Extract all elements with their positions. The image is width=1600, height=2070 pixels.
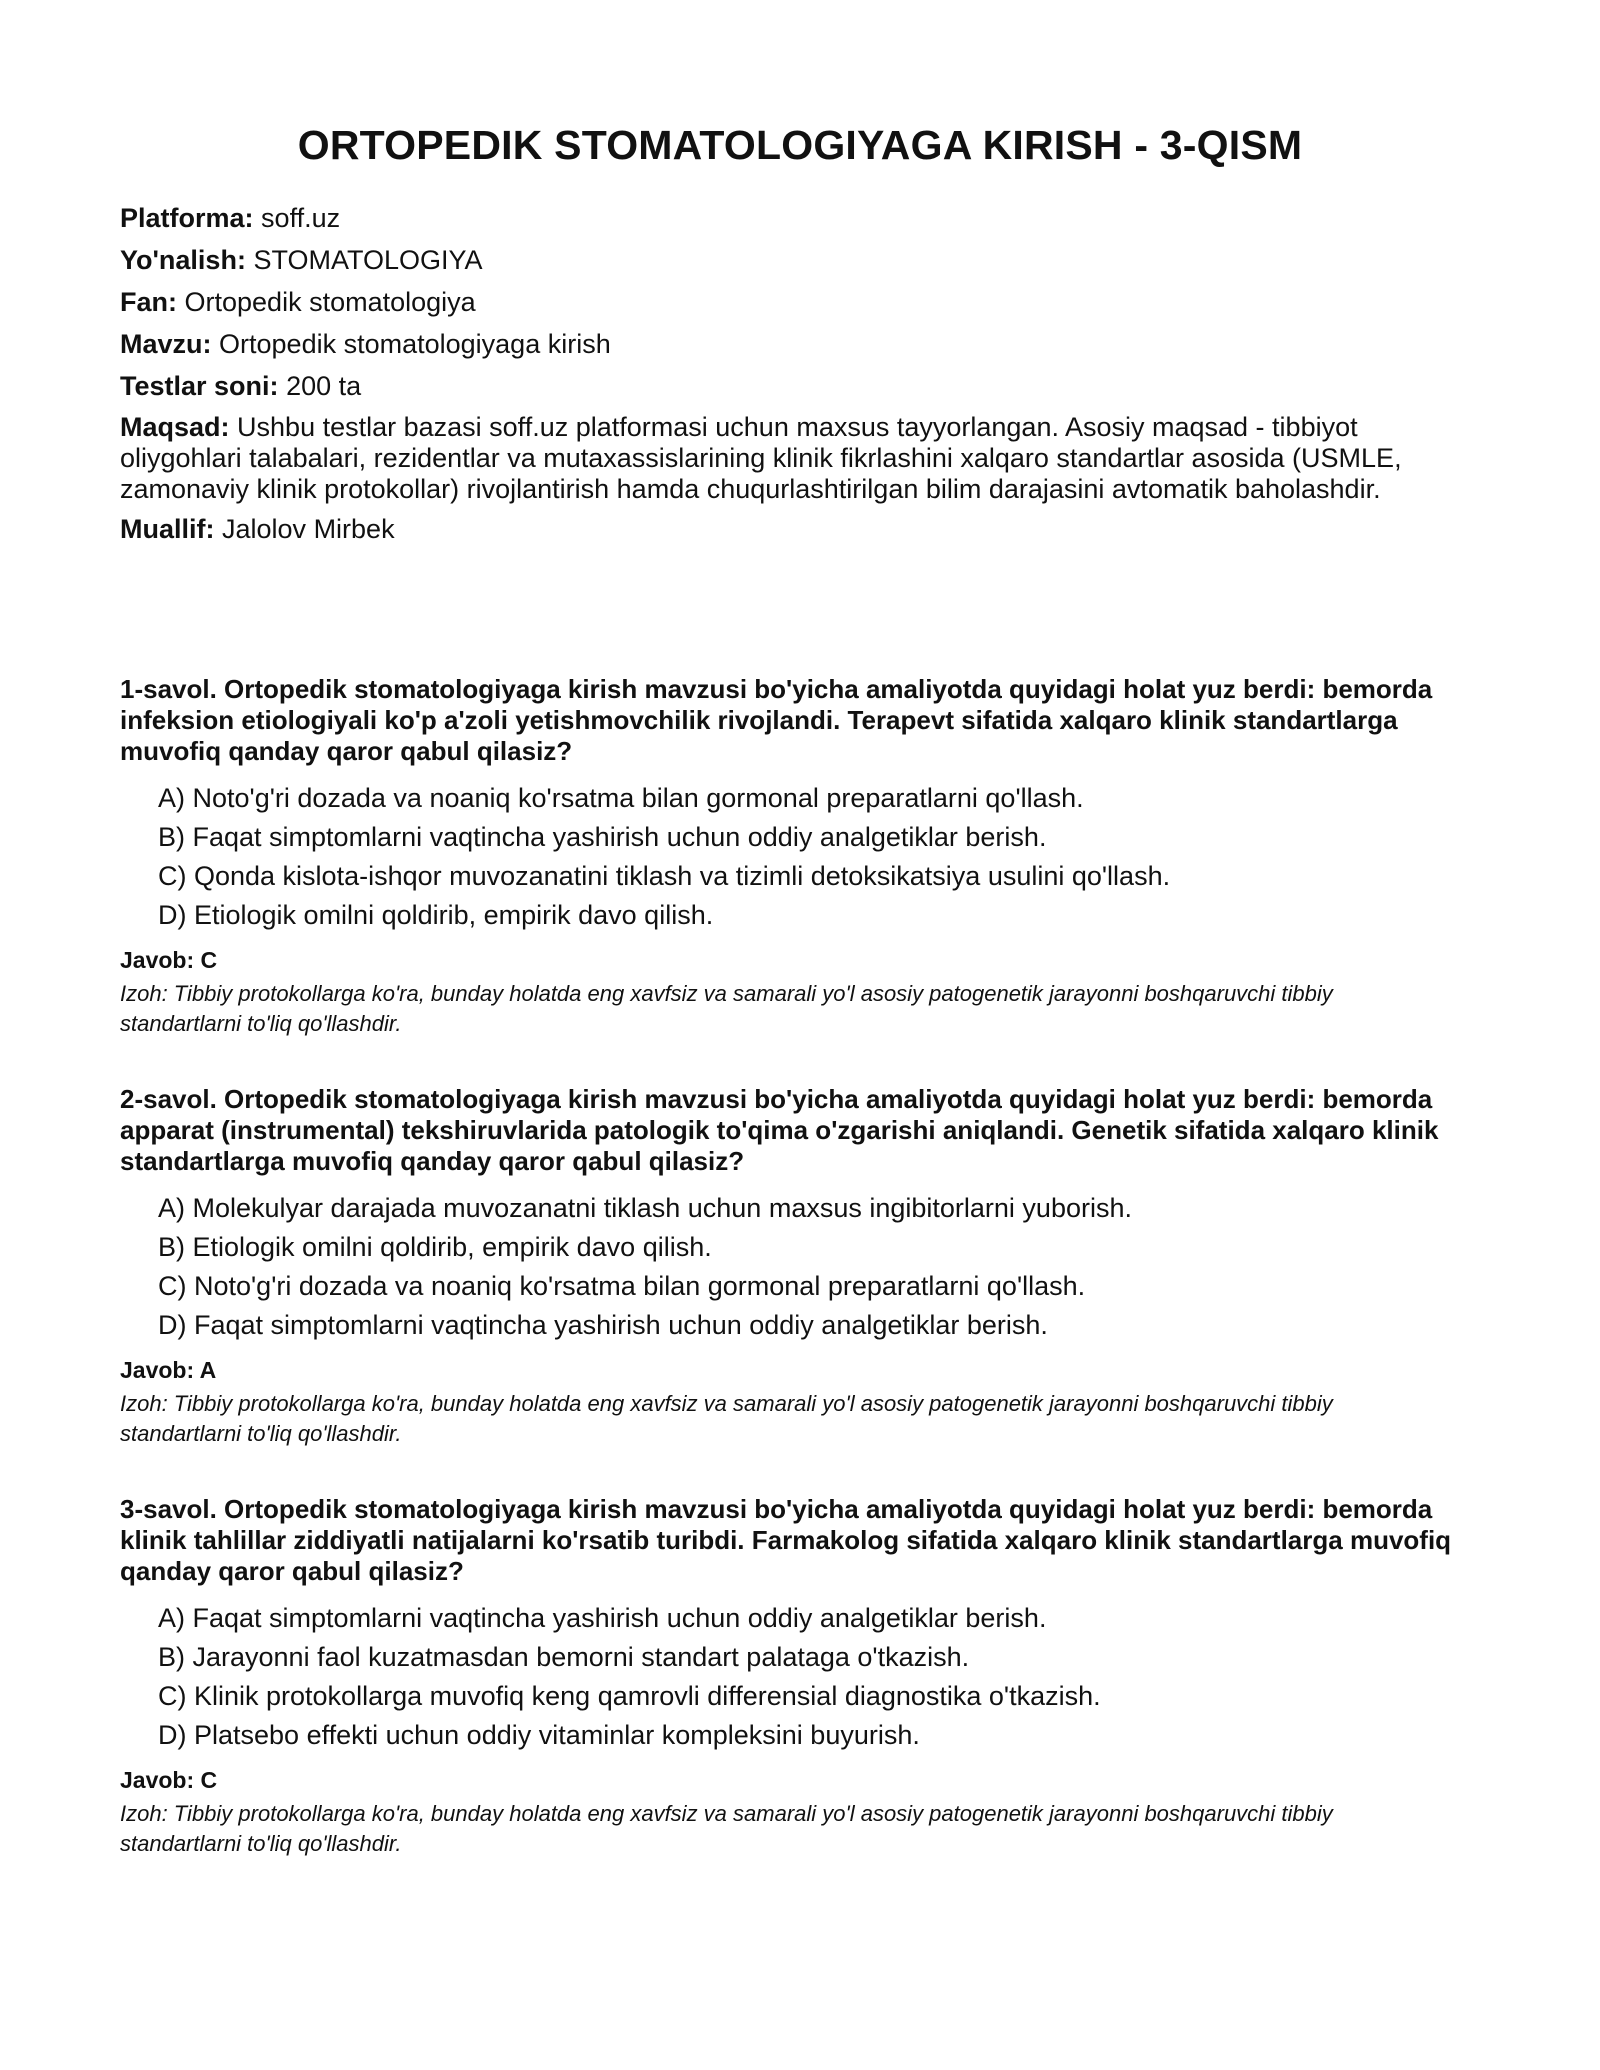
answer-text: Javob: C (120, 947, 218, 973)
meta-value: Ushbu testlar bazasi soff.uz platformasi uchun maxsus tayyorlangan. Asosiy maqsad - tibbiyot oliygohlari talabalari, rezidentlar va mutaxassislarining klinik fikrlashini xalqaro standartlar asosida (USMLE, zamonaviy klinik protokollar) rivojlantirish hamda chuqurlashtirilgan bilim darajasini avtomatik baholashdir. (120, 412, 1402, 504)
option-a: A) Faqat simptomlarni vaqtincha yashirish uchun oddiy analgetiklar berish. (158, 1603, 1047, 1633)
option-b: B) Etiologik omilni qoldirib, empirik davo qilish. (158, 1232, 712, 1262)
option-c: C) Qonda kislota-ishqor muvozanatini tiklash va tizimli detoksikatsiya usulini qo'llash. (158, 861, 1171, 891)
answer-text: Javob: A (120, 1357, 217, 1383)
meta-label: Testlar soni: (120, 371, 279, 401)
option-b: B) Jarayonni faol kuzatmasdan bemorni standart palataga o'tkazish. (158, 1642, 970, 1672)
meta-test-count (120, 370, 1480, 402)
option-b: B) Faqat simptomlarni vaqtincha yashirish uchun oddiy analgetiklar berish. (158, 822, 1047, 852)
meta-direction (120, 244, 1480, 276)
option-list (158, 779, 1480, 935)
question-block (120, 1084, 1480, 1494)
meta-label: Mavzu: (120, 329, 212, 359)
question-text: 3-savol. Ortopedik stomatologiyaga kirish mavzusi bo'yicha amaliyotda quyidagi holat yuz berdi: bemorda klinik tahlillar ziddiyatli natijalarni ko'rsatib turibdi. Farmakolog sifatida xalqaro klinik standartlarga muvofiq qanday qaror qabul qilasiz? (120, 1494, 1452, 1586)
meta-label: Maqsad: (120, 412, 230, 442)
document-title: ORTOPEDIK STOMATOLOGIYAGA KIRISH - 3-QISM (297, 122, 1303, 168)
question-block (120, 674, 1480, 1084)
option-d: D) Platsebo effekti uchun oddiy vitaminlar kompleksini buyurish. (158, 1720, 920, 1750)
question-text: 2-savol. Ortopedik stomatologiyaga kirish mavzusi bo'yicha amaliyotda quyidagi holat yuz berdi: bemorda apparat (instrumental) tekshiruvlarida patologik to'qima o'zgarishi aniqlandi. Genetik sifatida xalqaro klinik standartlarga muvofiq qanday qaror qabul qilasiz? (120, 1084, 1439, 1176)
meta-label: Muallif: (120, 514, 215, 544)
meta-label: Fan: (120, 287, 177, 317)
meta-subject (120, 286, 1480, 318)
meta-value: 200 ta (286, 371, 362, 401)
document-meta (120, 202, 1480, 555)
option-d: D) Etiologik omilni qoldirib, empirik davo qilish. (158, 900, 714, 930)
question-text: 1-savol. Ortopedik stomatologiyaga kirish mavzusi bo'yicha amaliyotda quyidagi holat yuz berdi: bemorda infeksion etiologiyali ko'p a'zoli yetishmovchilik rivojlandi. Terapevt sifatida xalqaro klinik standartlarga muvofiq qanday qaror qabul qilasiz? (120, 674, 1433, 766)
meta-purpose (120, 412, 1480, 505)
option-d: D) Faqat simptomlarni vaqtincha yashirish uchun oddiy analgetiklar berish. (158, 1310, 1048, 1340)
explanation-text: Izoh: Tibbiy protokollarga ko'ra, bunday holatda eng xavfsiz va samarali yo'l asosiy patogenetik jarayonni boshqaruvchi tibbiy standartlarni to'liq qo'llashdir. (120, 1391, 1333, 1446)
meta-value: soff.uz (261, 203, 341, 233)
question-block (120, 1494, 1480, 1904)
option-list (158, 1599, 1480, 1755)
question-list (120, 674, 1480, 1904)
option-a: A) Noto'g'ri dozada va noaniq ko'rsatma bilan gormonal preparatlarni qo'llash. (158, 783, 1084, 813)
meta-label: Yo'nalish: (120, 245, 246, 275)
meta-value: STOMATOLOGIYA (253, 245, 483, 275)
meta-topic (120, 328, 1480, 360)
explanation-text: Izoh: Tibbiy protokollarga ko'ra, bunday holatda eng xavfsiz va samarali yo'l asosiy patogenetik jarayonni boshqaruvchi tibbiy standartlarni to'liq qo'llashdir. (120, 1801, 1333, 1856)
option-c: C) Klinik protokollarga muvofiq keng qamrovli differensial diagnostika o'tkazish. (158, 1681, 1101, 1711)
meta-platform (120, 202, 1480, 234)
answer-text: Javob: C (120, 1767, 218, 1793)
meta-label: Platforma: (120, 203, 254, 233)
option-c: C) Noto'g'ri dozada va noaniq ko'rsatma bilan gormonal preparatlarni qo'llash. (158, 1271, 1086, 1301)
meta-value: Ortopedik stomatologiya (184, 287, 476, 317)
meta-author (120, 513, 1480, 545)
meta-value: Ortopedik stomatologiyaga kirish (219, 329, 611, 359)
option-list (158, 1189, 1480, 1345)
explanation-text: Izoh: Tibbiy protokollarga ko'ra, bunday holatda eng xavfsiz va samarali yo'l asosiy patogenetik jarayonni boshqaruvchi tibbiy standartlarni to'liq qo'llashdir. (120, 981, 1333, 1036)
option-a: A) Molekulyar darajada muvozanatni tiklash uchun maxsus ingibitorlarni yuborish. (158, 1193, 1132, 1223)
meta-value: Jalolov Mirbek (222, 514, 395, 544)
